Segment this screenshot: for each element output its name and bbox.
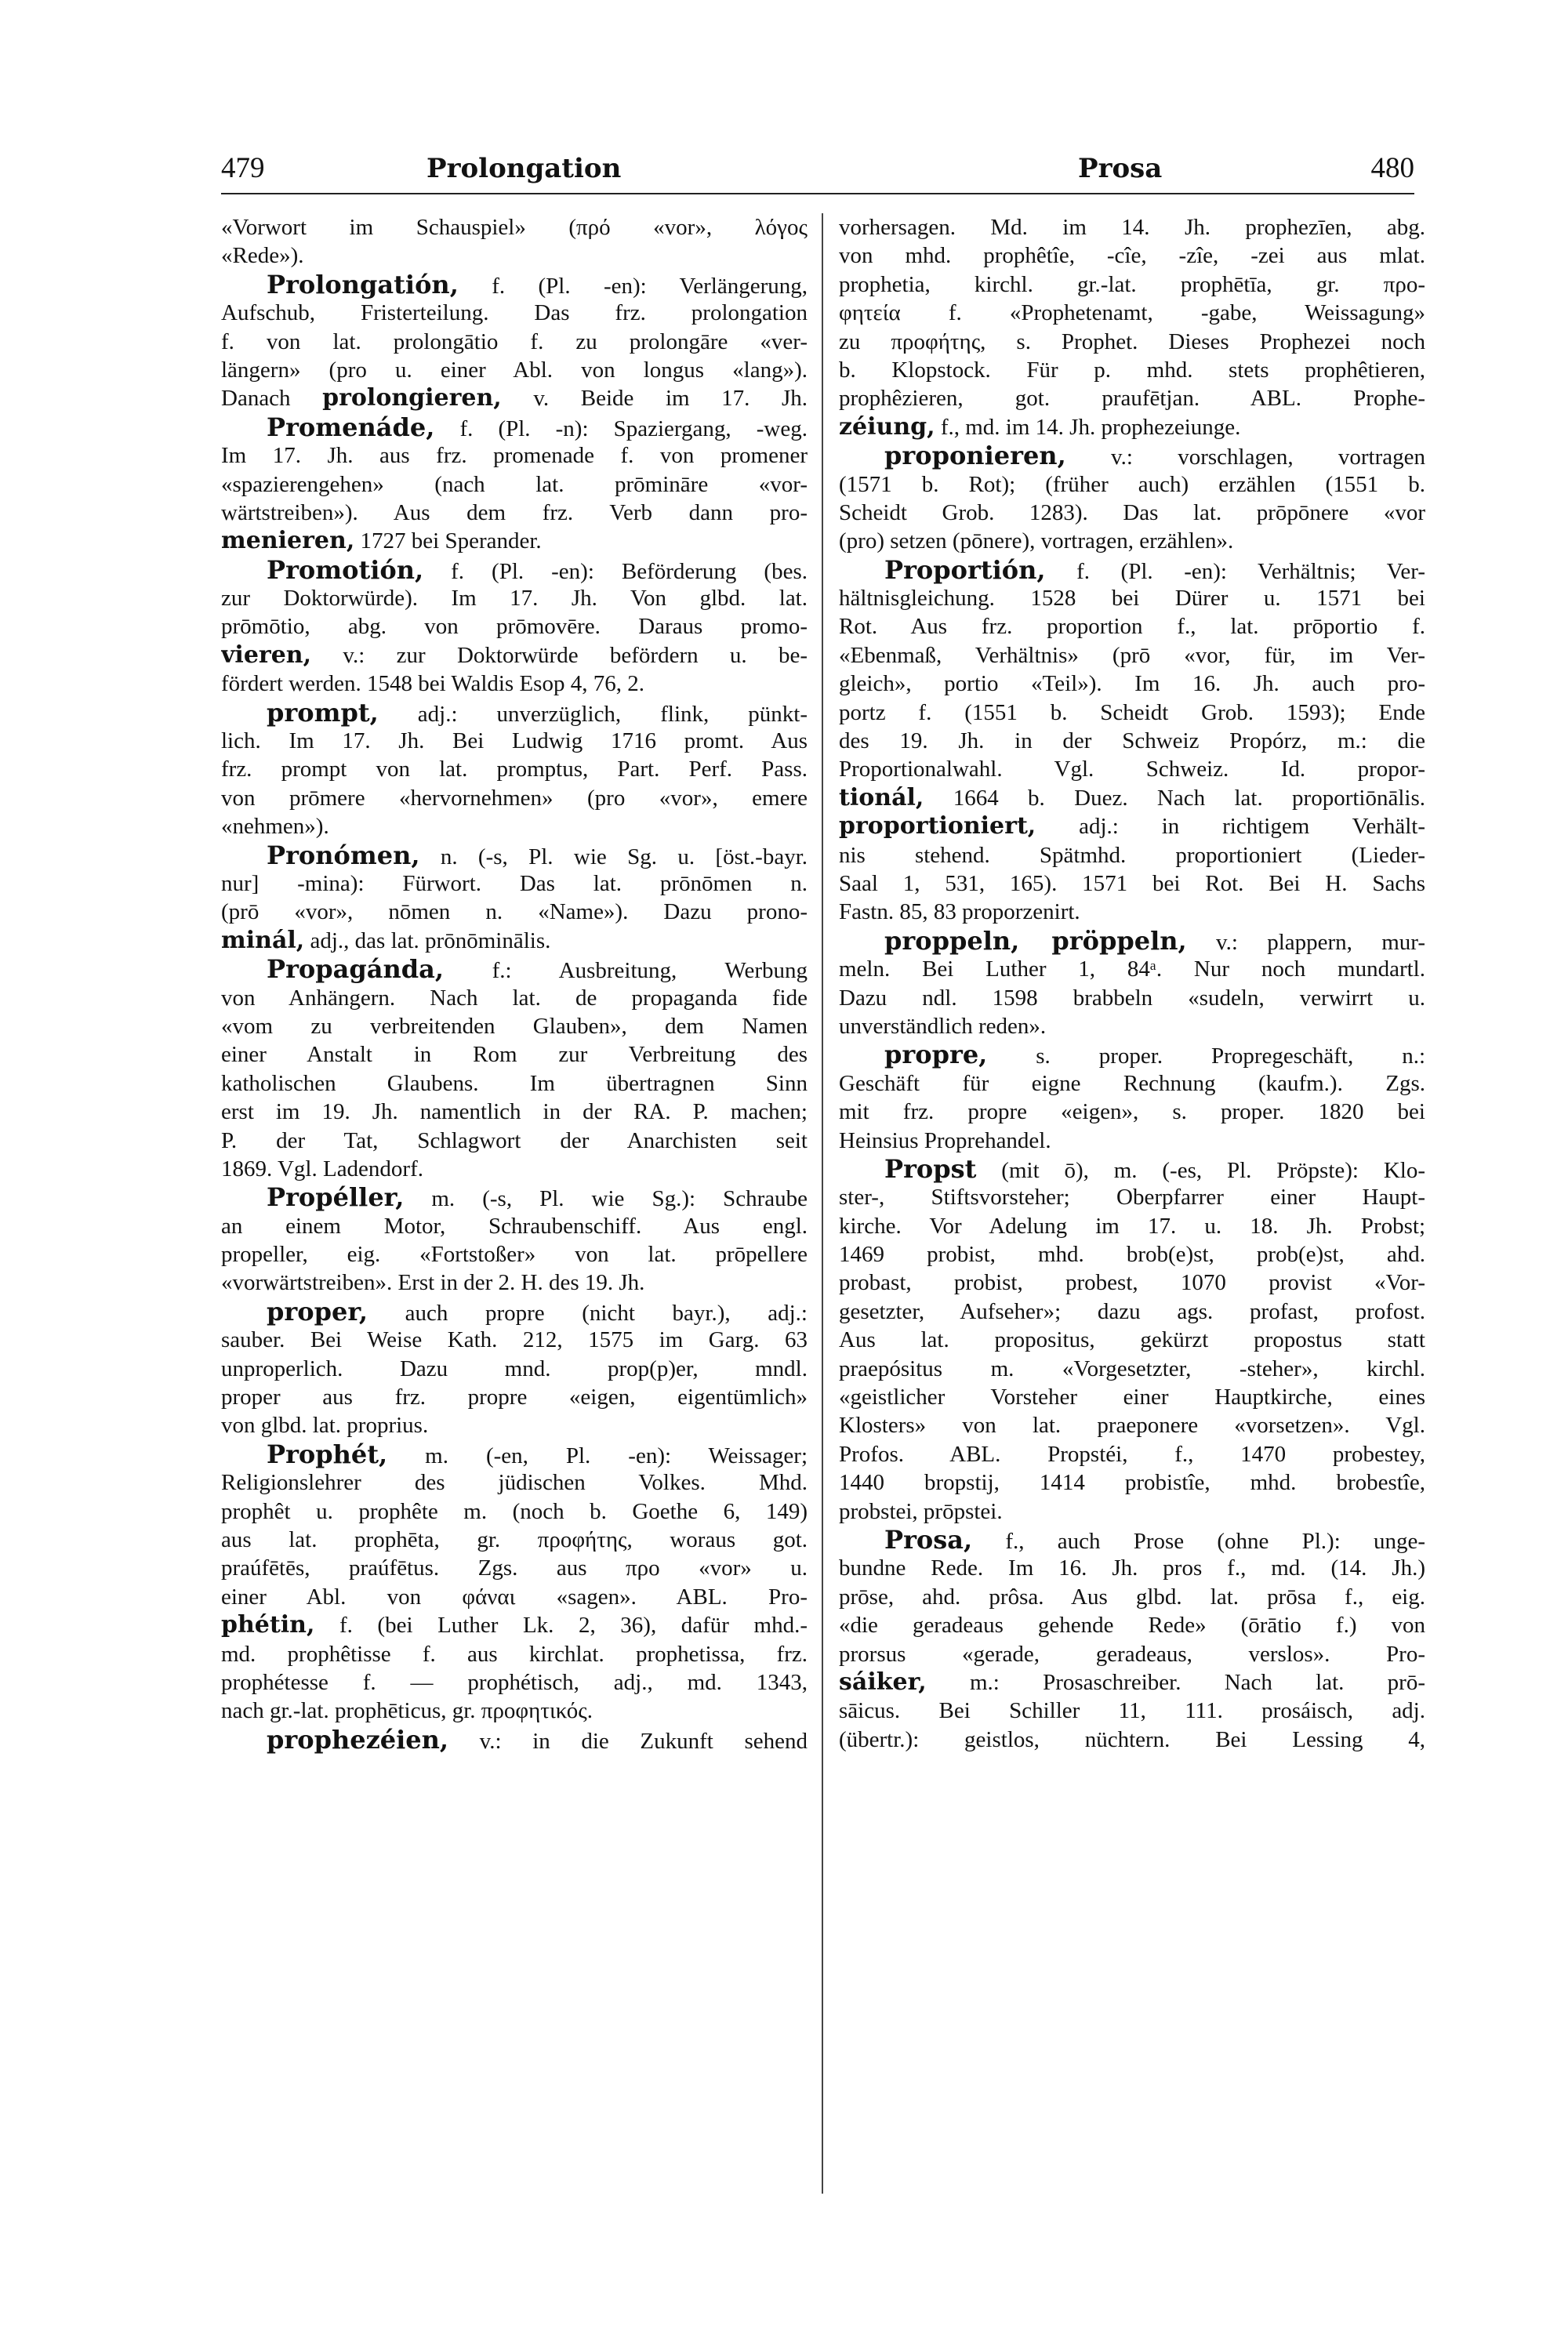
text-line: [839, 1726, 1425, 1754]
line-text: probstei, prōpstei.: [839, 1498, 1003, 1524]
text-line: [839, 1098, 1425, 1126]
text-line: [221, 1611, 808, 1639]
line-text: prophêt u. prophête m. (noch b. Goethe 6, 149): [221, 1498, 808, 1524]
entry-headword-line: [221, 1440, 808, 1468]
line-text: Geschäft für eigne Rechnung (kaufm.). Zgs.: [839, 1070, 1425, 1096]
text-line: [221, 1240, 808, 1269]
text-line: [221, 1497, 808, 1526]
text-line: [839, 1440, 1425, 1468]
line-text: fördert werden. 1548 bei Waldis Esop 4, 76, 2.: [221, 671, 644, 697]
text-line: [839, 1383, 1425, 1411]
text-line: [839, 1069, 1425, 1098]
text-line: [221, 612, 808, 641]
header-rule: [221, 193, 1414, 194]
line-text: 1727 bei Sperander.: [354, 528, 542, 554]
text-line: [221, 755, 808, 783]
entry-headword-line: [221, 413, 808, 441]
page-number-left: 479: [221, 152, 265, 184]
text-line: [221, 1697, 808, 1725]
line-text: b. Klopstock. Für p. mhd. stets prophêtieren,: [839, 357, 1425, 383]
line-text: f. (bei Luther Lk. 2, 36), dafür mhd.-: [314, 1613, 808, 1639]
line-text: prophetia, kirchl. gr.-lat. prophētīa, gr. προ-: [839, 271, 1425, 297]
line-text: f. (Pl. -n): Spaziergang, -weg.: [434, 416, 808, 441]
headword: Promenáde,: [267, 412, 435, 442]
line-text: prōmōtio, abg. von prōmovēre. Daraus promo-: [221, 614, 808, 640]
running-title-left: Prolongation: [426, 153, 622, 184]
running-header: [221, 149, 1414, 188]
text-line: [839, 1183, 1425, 1211]
line-text: Saal 1, 531, 165). 1571 bei Rot. Bei H. Sachs: [839, 870, 1425, 896]
line-text: «vorwärtstreiben». Erst in der 2. H. des 19. Jh.: [221, 1270, 645, 1296]
line-text: Dazu ndl. 1598 brabbeln «sudeln, verwirrt u.: [839, 985, 1425, 1011]
entry-headword-line: [221, 270, 808, 299]
line-text: f., md. im 14. Jh. prophezeiunge.: [935, 414, 1241, 440]
line-text: längern» (pro u. einer Abl. von longus «lang»).: [221, 357, 808, 383]
line-text: prorsus «gerade, geradeaus, verslos». Pro-: [839, 1641, 1425, 1667]
text-line: [839, 241, 1425, 270]
text-line: [839, 1127, 1425, 1155]
line-text: «Vorwort im Schauspiel» (πρό «vor», λόγος: [221, 215, 808, 240]
text-line: [839, 1212, 1425, 1240]
text-line: [221, 1069, 808, 1098]
entry-headword-line: [221, 1183, 808, 1211]
text-line: [839, 1240, 1425, 1269]
line-text: Aus lat. propositus, gekürzt propostus statt: [839, 1327, 1425, 1353]
line-text: nach gr.-lat. prophēticus, gr. προφητικός.: [221, 1698, 593, 1724]
text-line: [221, 356, 808, 384]
text-line: [839, 869, 1425, 898]
line-text: katholischen Glaubens. Im übertragnen Sinn: [221, 1070, 808, 1096]
line-text: adj.: in richtigem Verhält-: [1036, 814, 1425, 840]
line-text: m. (-en, Pl. -en): Weissager;: [387, 1443, 808, 1468]
text-line: [221, 984, 808, 1012]
line-text: Profos. ABL. Propstéi, f., 1470 probestey,: [839, 1441, 1425, 1467]
line-text: v.: in die Zukunft sehend: [448, 1728, 808, 1754]
line-text: adj., das lat. prōnōminālis.: [304, 927, 551, 953]
text-line: [221, 384, 808, 412]
line-text: von glbd. lat. proprius.: [221, 1413, 429, 1439]
line-text: probast, probist, probest, 1070 provist «Vor-: [839, 1270, 1425, 1296]
text-line: [839, 1640, 1425, 1668]
line-text: proper aus frz. propre «eigen, eigentümlich»: [221, 1385, 808, 1410]
text-line: [221, 299, 808, 327]
text-line: [839, 299, 1425, 327]
derived-headword: prolongieren,: [322, 384, 502, 412]
headword: proponieren,: [884, 441, 1066, 470]
line-text: prophêzieren, got. praufētjan. ABL. Prophe-: [839, 386, 1425, 412]
entry-headword-line: [839, 556, 1425, 584]
line-text: Heinsius Proprehandel.: [839, 1127, 1051, 1153]
line-text: «vom zu verbreitenden Glauben», dem Namen: [221, 1013, 808, 1039]
text-line: [221, 1155, 808, 1183]
line-text: auch propre (nicht bayr.), adj.:: [367, 1300, 808, 1326]
text-line: [839, 384, 1425, 412]
entry-headword-line: [839, 1155, 1425, 1183]
line-text: von Anhängern. Nach lat. de propaganda fide: [221, 985, 808, 1011]
text-line: [221, 927, 808, 955]
text-line: [839, 1668, 1425, 1697]
line-text: von prōmere «hervornehmen» (pro «vor», emere: [221, 785, 808, 811]
text-line: [221, 1355, 808, 1383]
text-line: [221, 1554, 808, 1582]
line-text: v.: zur Doktorwürde befördern u. be-: [311, 642, 808, 668]
text-line: [221, 1212, 808, 1240]
column-divider: [822, 213, 823, 2194]
line-text: 1664 b. Duez. Nach lat. proportiōnālis.: [924, 785, 1425, 811]
line-text: φητεία f. «Prophetenamt, -gabe, Weissagung»: [839, 300, 1425, 326]
line-text: propeller, eig. «Fortstoßer» von lat. prōpellere: [221, 1242, 808, 1268]
line-text: einer Anstalt in Rom zur Verbreitung des: [221, 1042, 808, 1068]
running-title-right: Prosa: [1078, 153, 1163, 184]
text-line: [221, 869, 808, 898]
text-line: [221, 727, 808, 755]
line-text: n. (-s, Pl. wie Sg. u. [öst.-bayr.: [419, 844, 808, 869]
derived-headword: menieren,: [221, 527, 355, 555]
text-line: [221, 328, 808, 356]
entry-headword-line: [839, 927, 1425, 955]
text-line: [839, 1355, 1425, 1383]
line-text: Fastn. 85, 83 proporzenirt.: [839, 899, 1080, 925]
left-column: [221, 213, 808, 1754]
text-line: [839, 213, 1425, 241]
line-text: f. (Pl. -en): Verlängerung,: [458, 273, 808, 299]
text-line: [221, 1640, 808, 1668]
line-text: md. prophêtisse f. aus kirchlat. prophetissa, frz.: [221, 1641, 808, 1667]
headword: Proportión,: [884, 555, 1046, 585]
line-text: prōse, ahd. prôsa. Aus glbd. lat. prōsa f., eig.: [839, 1584, 1425, 1610]
line-text: praepósitus m. «Vorgesetzter, -steher», kirchl.: [839, 1356, 1425, 1381]
line-text: f., auch Prose (ohne Pl.): unge-: [972, 1528, 1425, 1554]
headword: Propagánda,: [267, 955, 444, 984]
line-text: Religionslehrer des jüdischen Volkes. Mhd.: [221, 1470, 808, 1496]
text-line: [221, 1668, 808, 1697]
line-text: sauber. Bei Weise Kath. 212, 1575 im Garg. 63: [221, 1327, 808, 1353]
text-line: [839, 527, 1425, 555]
headword: prompt,: [267, 698, 379, 728]
line-text: f.: Ausbreitung, Werbung: [444, 958, 808, 984]
line-text: unproperlich. Dazu mnd. prop(p)er, mndl.: [221, 1356, 808, 1381]
line-text: einer Abl. von φάναι «sagen». ABL. Pro-: [221, 1584, 808, 1610]
text-line: [221, 1411, 808, 1439]
line-text: sāicus. Bei Schiller 11, 111. prosáisch, adj.: [839, 1698, 1425, 1724]
headword: Propéller,: [267, 1183, 405, 1212]
line-text: lich. Im 17. Jh. Bei Ludwig 1716 promt. Aus: [221, 728, 808, 754]
line-text: «geistlicher Vorsteher einer Hauptkirche, eines: [839, 1385, 1425, 1410]
line-text: 1440 bropstij, 1414 probistîe, mhd. brobestîe,: [839, 1470, 1425, 1496]
text-line: [221, 1127, 808, 1155]
text-line: [221, 1269, 808, 1297]
text-line: [839, 413, 1425, 441]
text-line: [839, 499, 1425, 527]
line-text: an einem Motor, Schraubenschiff. Aus engl.: [221, 1213, 808, 1239]
line-text: «nehmen»).: [221, 814, 329, 840]
line-text: gleich», portio «Teil»). Im 16. Jh. auch pro-: [839, 671, 1425, 697]
line-text: erst im 19. Jh. namentlich in der RA. P. machen;: [221, 1099, 808, 1125]
line-text: v.: vorschlagen, vortragen: [1065, 445, 1425, 470]
headword: Prophét,: [267, 1439, 388, 1469]
text-line: [221, 441, 808, 470]
text-line: [839, 1298, 1425, 1326]
text-line: [221, 1098, 808, 1126]
line-text: «Ebenmaß, Verhältnis» (prō «vor, für, im Ver-: [839, 642, 1425, 668]
text-line: [839, 328, 1425, 356]
right-column: [839, 213, 1425, 1754]
line-text: meln. Bei Luther 1, 84ᵃ. Nur noch mundartl.: [839, 956, 1425, 982]
entry-headword-line: [221, 841, 808, 869]
text-line: [839, 1554, 1425, 1582]
line-text: kirche. Vor Adelung im 17. u. 18. Jh. Probst;: [839, 1213, 1425, 1239]
text-line: [221, 499, 808, 527]
text-line: [221, 641, 808, 670]
text-line: [839, 841, 1425, 869]
text-line: [221, 1526, 808, 1554]
line-text: (1571 b. Rot); (früher auch) erzählen (1551 b.: [839, 471, 1425, 497]
entry-headword-line: [839, 1526, 1425, 1554]
page-number-right: 480: [1370, 152, 1414, 184]
line-text: m. (-s, Pl. wie Sg.): Schraube: [404, 1186, 808, 1212]
line-text: gesetzter, Aufseher»; dazu ags. profast, profost.: [839, 1298, 1425, 1324]
entry-headword-line: [221, 1726, 808, 1754]
text-line: [839, 670, 1425, 698]
text-line: [221, 812, 808, 840]
line-text: (prō «vor», nōmen n. «Name»). Dazu prono-: [221, 899, 808, 925]
entry-headword-line: [221, 556, 808, 584]
line-text: zu προφήτης, s. Prophet. Dieses Prophezei noch: [839, 328, 1425, 354]
line-text: Scheidt Grob. 1283). Das lat. prōpōnere «vor: [839, 499, 1425, 525]
text-line: [221, 1040, 808, 1069]
entry-headword-line: [839, 1040, 1425, 1069]
text-line: [839, 955, 1425, 983]
line-text: f. (Pl. -en): Verhältnis; Ver-: [1045, 558, 1425, 584]
derived-headword: vieren,: [221, 641, 312, 669]
entry-headword-line: [221, 699, 808, 727]
line-text: s. proper. Propregeschäft, n.:: [987, 1044, 1425, 1069]
headword: propre,: [884, 1040, 988, 1069]
derived-headword: phétin,: [221, 1611, 315, 1639]
headword: Propst: [884, 1154, 977, 1184]
line-text: «Rede»).: [221, 243, 304, 269]
line-text: aus lat. prophēta, gr. προφήτης, woraus got.: [221, 1526, 808, 1552]
text-line: [221, 784, 808, 812]
text-line: [221, 1468, 808, 1497]
text-line: [839, 898, 1425, 926]
line-text: frz. prompt von lat. promptus, Part. Perf. Pass.: [221, 757, 808, 782]
line-text: (pro) setzen (pōnere), vortragen, erzählen».: [839, 528, 1234, 554]
derived-headword: zéiung,: [839, 412, 935, 441]
line-text: vorhersagen. Md. im 14. Jh. prophezīen, abg.: [839, 215, 1425, 240]
line-text: Aufschub, Fristerteilung. Das frz. prolongation: [221, 300, 808, 326]
headword: prophezéien,: [267, 1725, 449, 1755]
text-line: [221, 898, 808, 926]
line-text: ster-, Stiftsvorsteher; Oberpfarrer einer Haupt-: [839, 1185, 1425, 1210]
text-line: [839, 727, 1425, 755]
line-text: P. der Tat, Schlagwort der Anarchisten seit: [221, 1127, 808, 1153]
text-line: [839, 612, 1425, 641]
line-text: (mit ō), m. (-es, Pl. Pröpste): Klo-: [976, 1157, 1425, 1183]
line-text: f. von lat. prolongātio f. zu prolongāre «ver-: [221, 328, 808, 354]
line-text: Im 17. Jh. aus frz. promenade f. von promener: [221, 443, 808, 469]
line-text: mit frz. propre «eigen», s. proper. 1820 bei: [839, 1099, 1425, 1125]
text-line: [839, 1583, 1425, 1611]
line-text: wärtstreiben»). Aus dem frz. Verb dann pro-: [221, 499, 808, 525]
line-text: von mhd. prophêtîe, -cîe, -zîe, -zei aus mlat.: [839, 243, 1425, 269]
headword: proper,: [267, 1297, 368, 1327]
line-text: portz f. (1551 b. Scheidt Grob. 1593); Ende: [839, 699, 1425, 725]
text-line: [839, 641, 1425, 670]
text-line: [839, 1411, 1425, 1439]
text-line: [839, 1012, 1425, 1040]
entry-headword-line: [221, 1298, 808, 1326]
text-line: [839, 699, 1425, 727]
text-line: [221, 527, 808, 555]
line-text: adj.: unverzüglich, flink, pünkt-: [378, 701, 808, 727]
text-line: [221, 1583, 808, 1611]
text-line: [839, 470, 1425, 499]
text-line: [839, 1468, 1425, 1497]
text-line: [839, 1611, 1425, 1639]
headword: Prosa,: [884, 1525, 973, 1555]
text-line: [221, 1383, 808, 1411]
line-text: des 19. Jh. in der Schweiz Propórz, m.: die: [839, 728, 1425, 754]
line-text: Proportionalwahl. Vgl. Schweiz. Id. propor-: [839, 757, 1425, 782]
derived-headword: minál,: [221, 926, 305, 954]
line-text: Rot. Aus frz. proportion f., lat. prōportio f.: [839, 614, 1425, 640]
line-text: zur Doktorwürde). Im 17. Jh. Von glbd. lat.: [221, 586, 808, 612]
line-text: f. (Pl. -en): Beförderung (bes.: [423, 558, 808, 584]
line-text: v. Beide im 17. Jh.: [501, 386, 808, 412]
text-line: [839, 812, 1425, 840]
line-text: praúfētēs, praúfētus. Zgs. aus προ «vor» u.: [221, 1555, 808, 1581]
line-text: (übertr.): geistlos, nüchtern. Bei Lessing 4,: [839, 1726, 1425, 1752]
line-text: «spazierengehen» (nach lat. prōmināre «vor-: [221, 471, 808, 497]
line-text: nis stehend. Spätmhd. proportioniert (Lieder-: [839, 842, 1425, 868]
line-text: bundne Rede. Im 16. Jh. pros f., md. (14. Jh.): [839, 1555, 1425, 1581]
text-line: [839, 784, 1425, 812]
text-line: [839, 1269, 1425, 1297]
text-line: [839, 356, 1425, 384]
derived-headword: proportioniert,: [839, 812, 1036, 840]
derived-headword: sáiker,: [839, 1668, 927, 1696]
text-line: [221, 470, 808, 499]
text-line: [839, 1697, 1425, 1725]
line-text: m.: Prosaschreiber. Nach lat. prō-: [926, 1669, 1425, 1695]
headword: Prolongatión,: [267, 270, 459, 299]
line-text: 1869. Vgl. Ladendorf.: [221, 1156, 423, 1181]
line-text: nur] -mina): Fürwort. Das lat. prōnōmen n.: [221, 870, 808, 896]
text-line: [839, 984, 1425, 1012]
text-line: [839, 755, 1425, 783]
text-line: [839, 1497, 1425, 1526]
text-line: [221, 241, 808, 270]
text-line: [839, 584, 1425, 612]
text-line: [221, 584, 808, 612]
entry-headword-line: [221, 955, 808, 983]
text-line: [221, 1326, 808, 1354]
text-line: [839, 270, 1425, 299]
line-text: unverständlich reden».: [839, 1013, 1047, 1039]
line-text: Danach: [221, 386, 323, 412]
headword: Pronómen,: [267, 840, 420, 869]
line-text: 1469 probist, mhd. brob(e)st, prob(e)st, ahd.: [839, 1242, 1425, 1268]
headword: proppeln, pröppeln,: [884, 926, 1187, 956]
line-text: prophétesse f. — prophétisch, adj., md. 1343,: [221, 1669, 808, 1695]
derived-headword: tionál,: [839, 783, 924, 811]
line-text: hältnisgleichung. 1528 bei Dürer u. 1571 bei: [839, 586, 1425, 612]
line-text: Klosters» von lat. praeponere «vorsetzen». Vgl.: [839, 1413, 1425, 1439]
headword: Promotión,: [267, 555, 424, 585]
entry-headword-line: [839, 441, 1425, 470]
text-line: [221, 670, 808, 698]
line-text: v.: plappern, mur-: [1186, 929, 1425, 955]
line-text: «die geradeaus gehende Rede» (ōrātio f.) von: [839, 1613, 1425, 1639]
text-line: [839, 1326, 1425, 1354]
text-line: [221, 1012, 808, 1040]
text-line: [221, 213, 808, 241]
